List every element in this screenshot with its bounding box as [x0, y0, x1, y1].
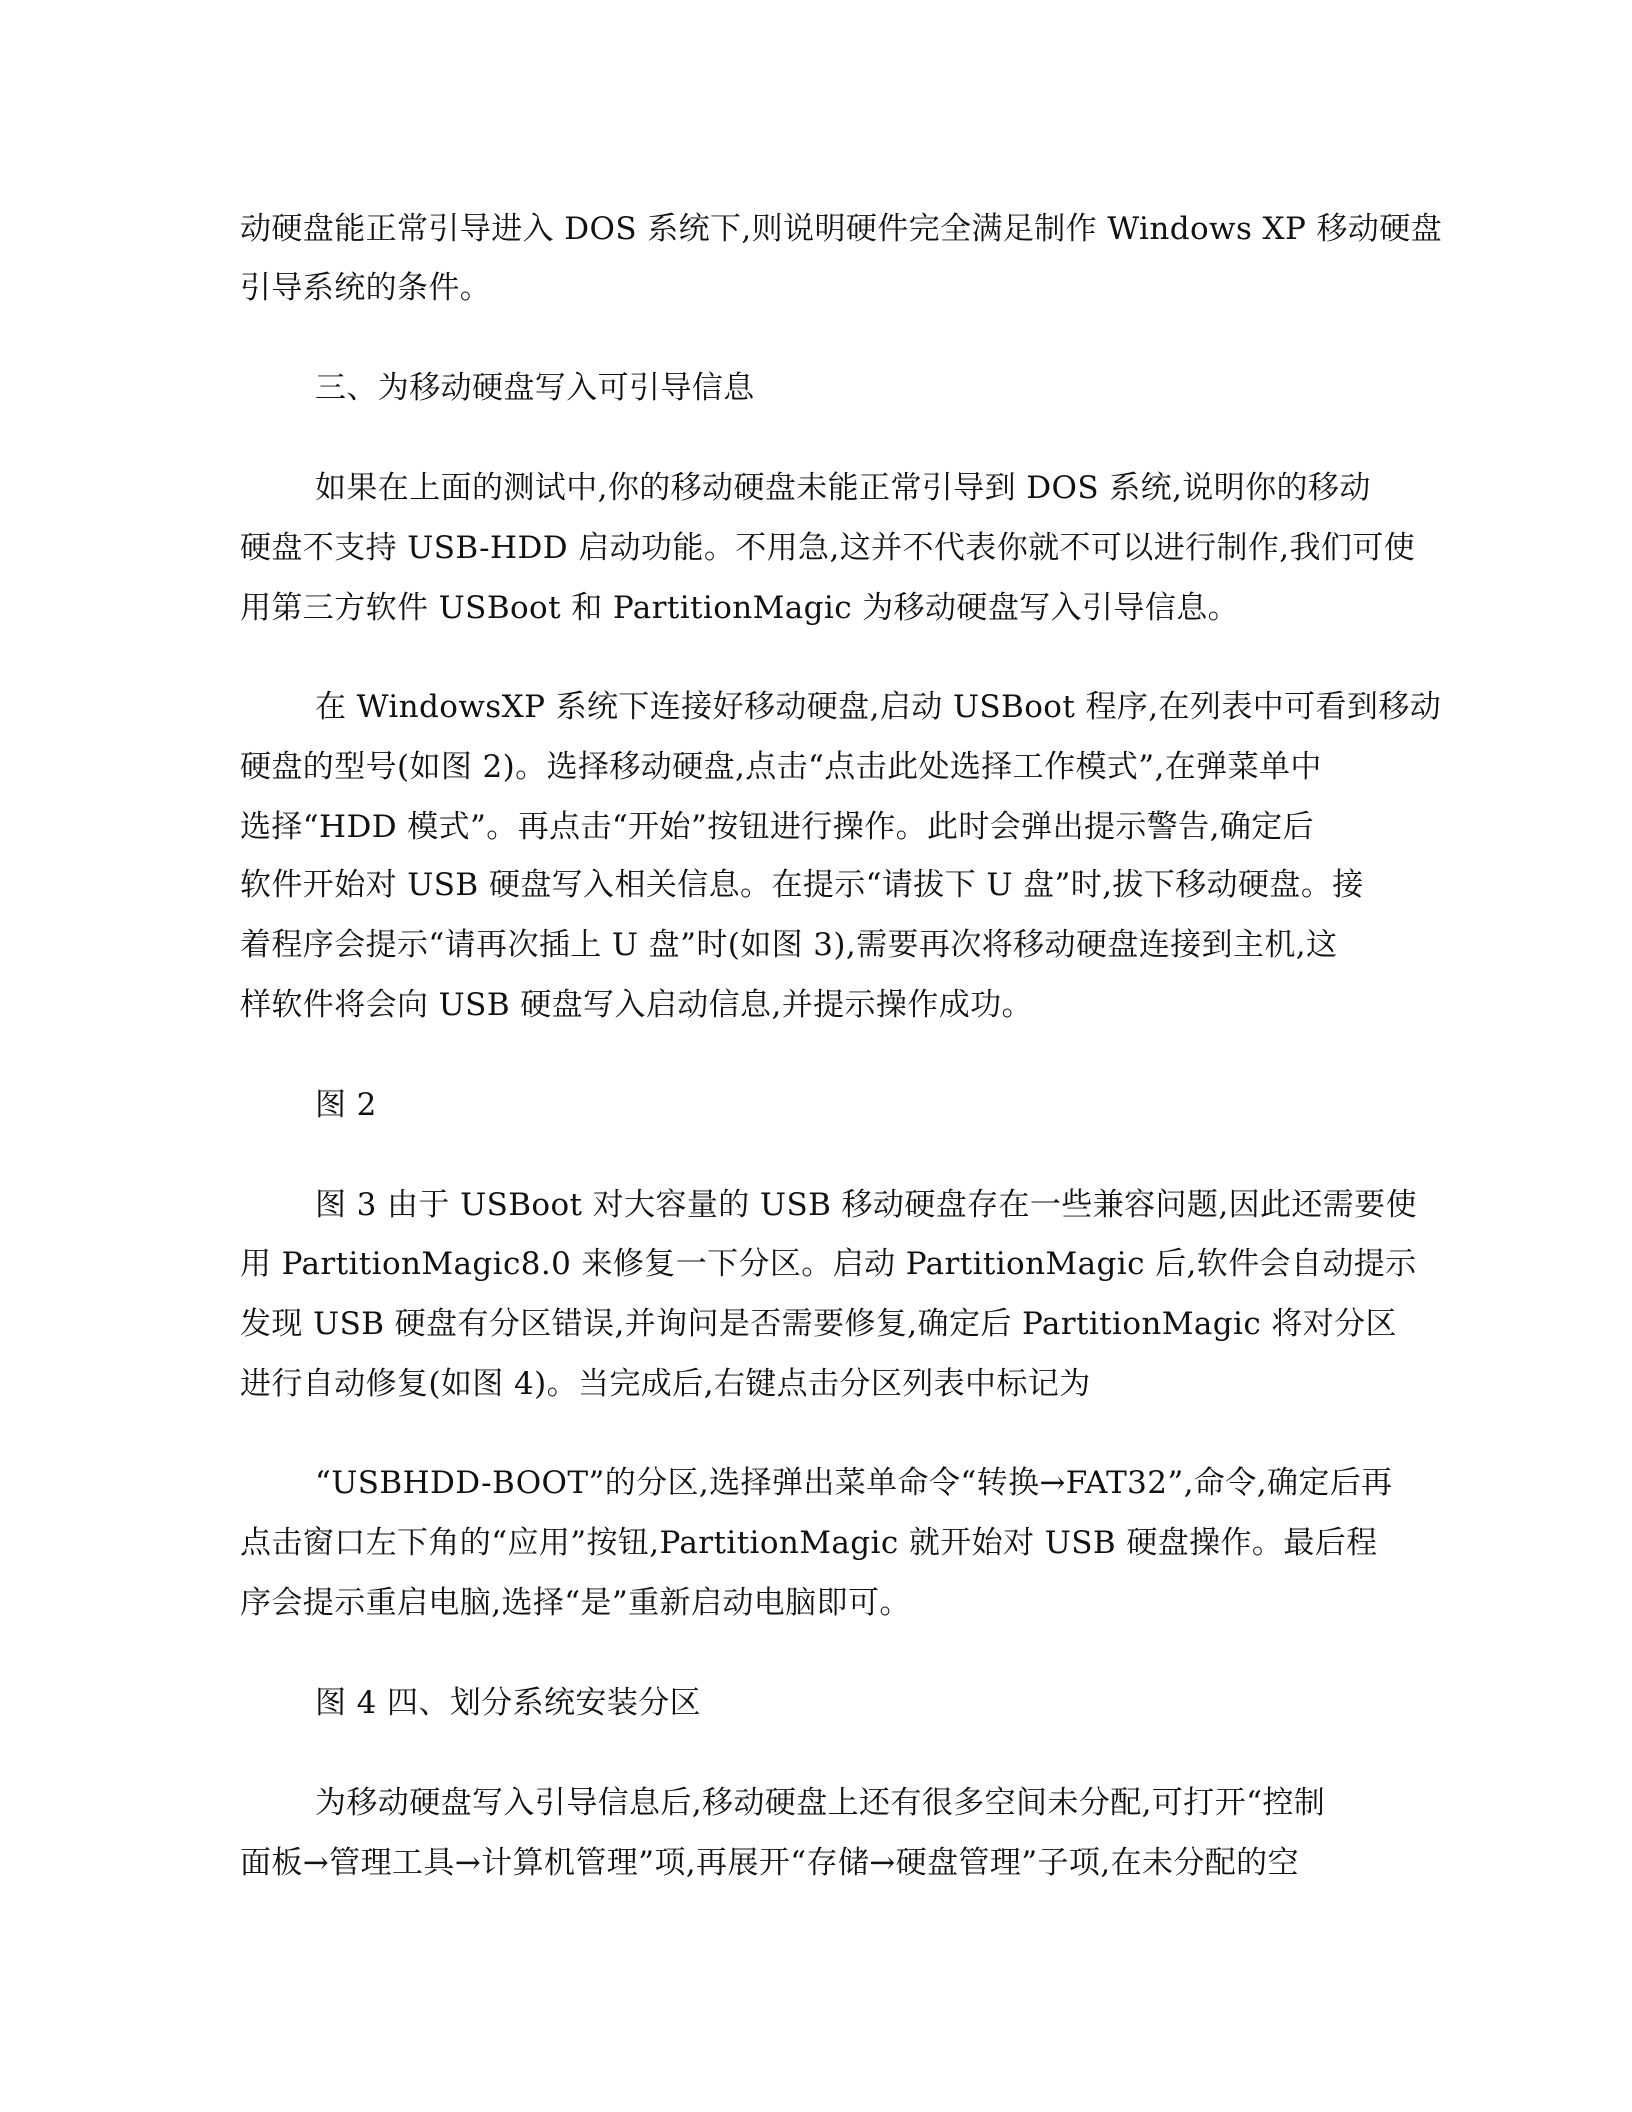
text-line: 图 3 由于 USBoot 对大容量的 USB 移动硬盘存在一些兼容问题,因此还需要使: [315, 1187, 1417, 1223]
text-line: 动硬盘能正常引导进入 DOS 系统下,则说明硬件完全满足制作 Windows XP 移动硬盘: [240, 211, 1443, 247]
text-line: 硬盘的型号(如图 2)。选择移动硬盘,点击“点击此处选择工作模式”,在弹菜单中: [240, 749, 1322, 785]
text-line: 硬盘不支持 USB-HDD 启动功能。不用急,这并不代表你就不可以进行制作,我们可使: [240, 530, 1416, 566]
text-line: 面板→管理工具→计算机管理”项,再展开“存储→硬盘管理”子项,在未分配的空: [240, 1845, 1299, 1881]
text-line: 在 WindowsXP 系统下连接好移动硬盘,启动 USBoot 程序,在列表中可看到移动: [315, 689, 1442, 725]
text-line: 用第三方软件 USBoot 和 PartitionMagic 为移动硬盘写入引导信息。: [240, 590, 1240, 626]
text-line: “USBHDD-BOOT”的分区,选择弹出菜单命令“转换→FAT32”,命令,确定后再: [315, 1465, 1393, 1501]
text-line: 着程序会提示“请再次插上 U 盘”时(如图 3),需要再次将移动硬盘连接到主机,这: [240, 927, 1338, 963]
text-line: 引导系统的条件。: [240, 270, 492, 306]
text-line: 发现 USB 硬盘有分区错误,并询问是否需要修复,确定后 PartitionMagic 将对分区: [240, 1306, 1397, 1342]
text-line: 用 PartitionMagic8.0 来修复一下分区。启动 PartitionMagic 后,软件会自动提示: [240, 1246, 1417, 1282]
text-line: 为移动硬盘写入引导信息后,移动硬盘上还有很多空间未分配,可打开“控制: [315, 1785, 1326, 1821]
text-line: 如果在上面的测试中,你的移动硬盘未能正常引导到 DOS 系统,说明你的移动: [315, 470, 1371, 506]
text-line: 样软件将会向 USB 硬盘写入启动信息,并提示操作成功。: [240, 987, 1033, 1023]
figure-caption: 图 2: [315, 1087, 377, 1123]
section-heading: 三、为移动硬盘写入可引导信息: [315, 370, 755, 406]
section-heading: 图 4 四、划分系统安装分区: [315, 1685, 702, 1721]
text-line: 进行自动修复(如图 4)。当完成后,右键点击分区列表中标记为: [240, 1366, 1091, 1402]
text-line: 软件开始对 USB 硬盘写入相关信息。在提示“请拔下 U 盘”时,拔下移动硬盘。接: [240, 867, 1364, 903]
text-line: 点击窗口左下角的“应用”按钮,PartitionMagic 就开始对 USB 硬盘操作。最后程: [240, 1525, 1378, 1561]
text-line: 序会提示重启电脑,选择“是”重新启动电脑即可。: [240, 1585, 911, 1621]
text-line: 选择“HDD 模式”。再点击“开始”按钮进行操作。此时会弹出提示警告,确定后: [240, 809, 1315, 845]
